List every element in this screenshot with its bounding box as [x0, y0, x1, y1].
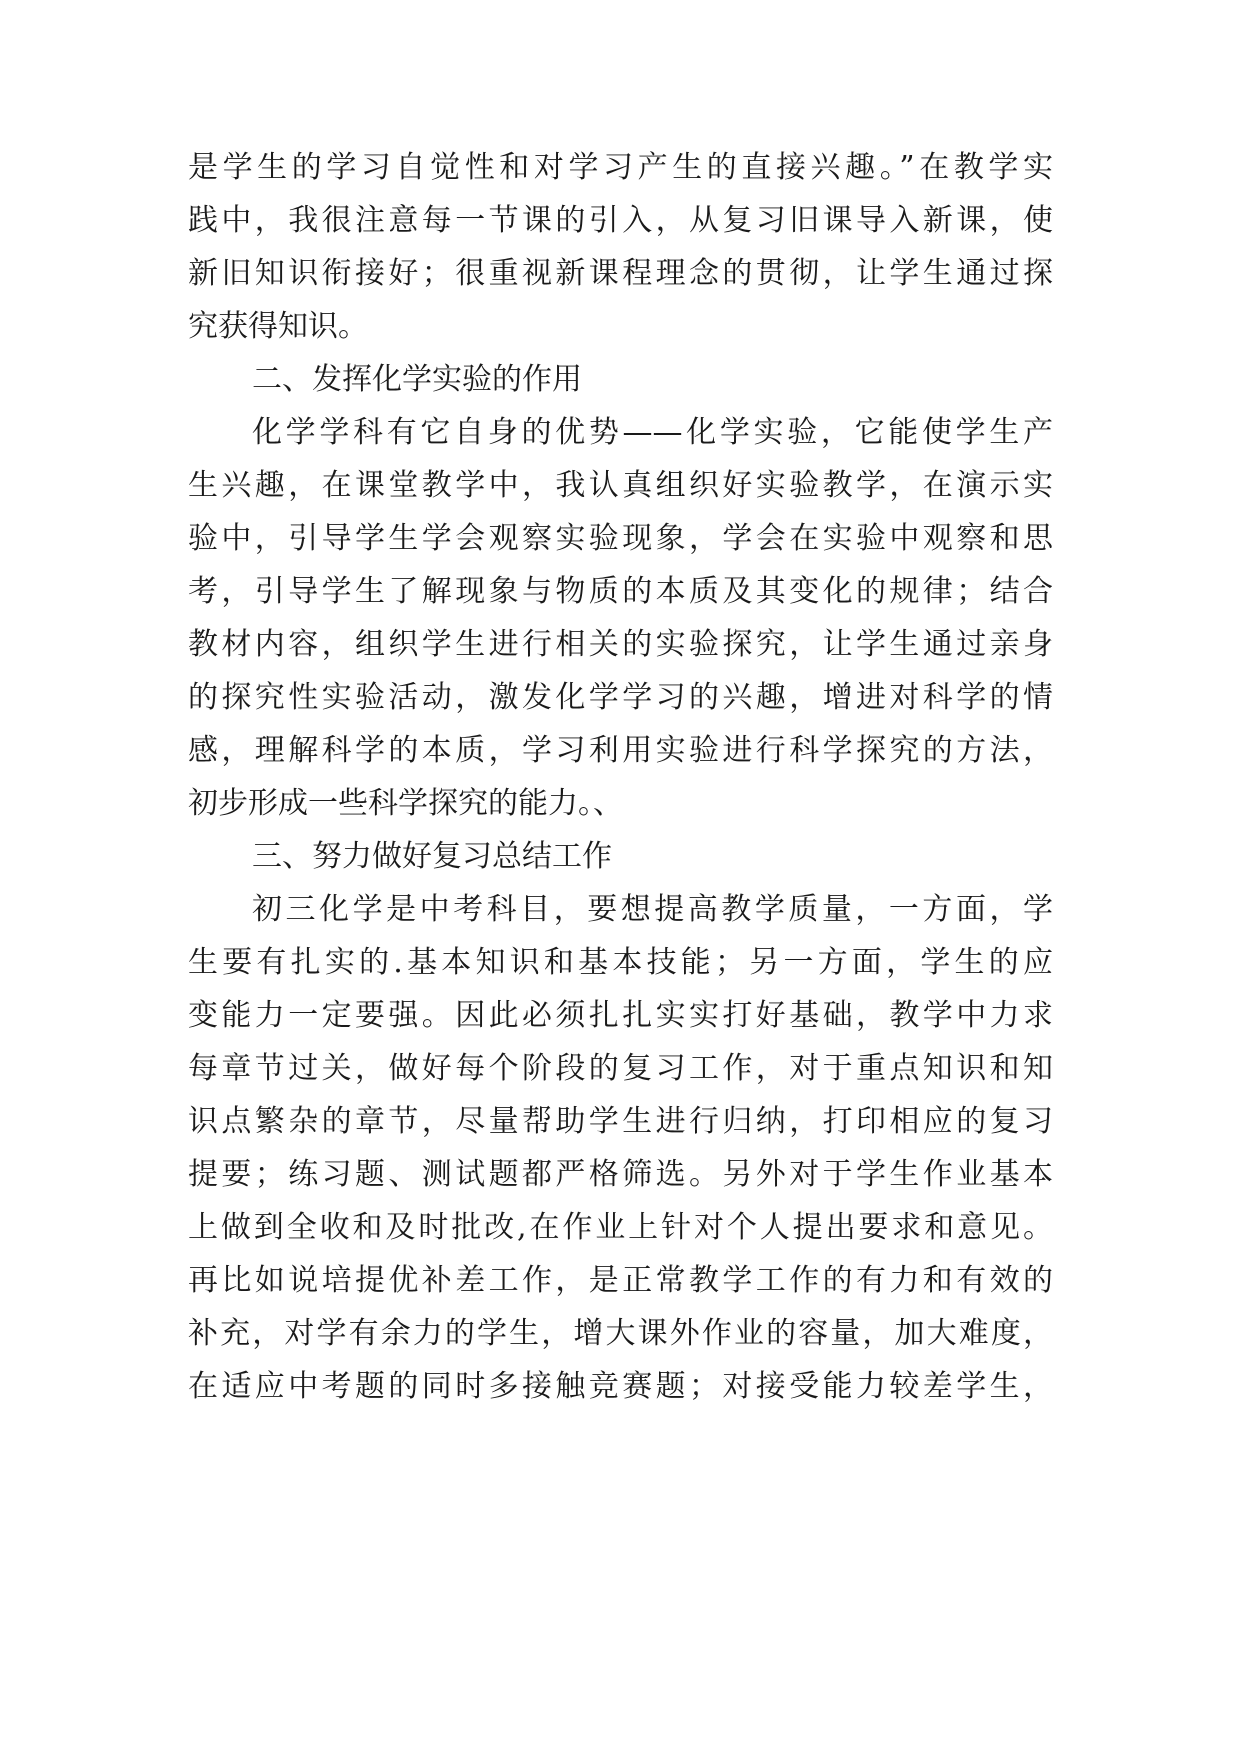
body-text-line: 的探究性实验活动，激发化学学习的兴趣，增进对科学的情 [188, 680, 1053, 715]
body-text-line: 考，引导学生了解现象与物质的本质及其变化的规律；结合 [188, 574, 1053, 609]
body-text-line: 验中，引导学生学会观察实验现象，学会在实验中观察和思 [188, 521, 1053, 556]
body-text-line: 变能力一定要强。因此必须扎扎实实打好基础，教学中力求 [188, 998, 1053, 1033]
body-text-line: 每章节过关，做好每个阶段的复习工作，对于重点知识和知 [188, 1051, 1053, 1086]
body-text-line: 感，理解科学的本质，学习利用实验进行科学探究的方法， [188, 733, 1053, 768]
body-text-line: 提要；练习题、测试题都严格筛选。另外对于学生作业基本 [188, 1157, 1053, 1192]
body-text-line: 践中，我很注意每一节课的引入，从复习旧课导入新课，使 [188, 203, 1053, 238]
body-text-line: 是学生的学习自觉性和对学习产生的直接兴趣。”在教学实 [188, 150, 1053, 185]
body-text-line: 初三化学是中考科目，要想提高教学质量，一方面，学 [252, 892, 1053, 927]
body-text-line: 在适应中考题的同时多接触竞赛题；对接受能力较差学生， [188, 1369, 1053, 1404]
body-text-line: 究获得知识。 [188, 309, 368, 344]
body-text-line: 生要有扎实的.基本知识和基本技能；另一方面，学生的应 [188, 945, 1053, 980]
body-text-line: 识点繁杂的章节，尽量帮助学生进行归纳，打印相应的复习 [188, 1104, 1053, 1139]
body-text-line: 补充，对学有余力的学生，增大课外作业的容量，加大难度， [188, 1316, 1053, 1351]
body-text-line: 上做到全收和及时批改,在作业上针对个人提出要求和意见。 [188, 1210, 1053, 1245]
body-text-line: 化学学科有它自身的优势——化学实验，它能使学生产 [252, 415, 1053, 450]
body-text-line: 初步形成一些科学探究的能力。、 [188, 786, 623, 821]
body-text-line: 教材内容，组织学生进行相关的实验探究，让学生通过亲身 [188, 627, 1053, 662]
body-text-line: 再比如说培提优补差工作，是正常教学工作的有力和有效的 [188, 1263, 1053, 1298]
section-heading-3: 三、努力做好复习总结工作 [252, 839, 612, 874]
body-text-line: 新旧知识衔接好；很重视新课程理念的贯彻，让学生通过探 [188, 256, 1053, 291]
body-text-line: 生兴趣，在课堂教学中，我认真组织好实验教学，在演示实 [188, 468, 1053, 503]
section-heading-2: 二、发挥化学实验的作用 [252, 362, 582, 397]
